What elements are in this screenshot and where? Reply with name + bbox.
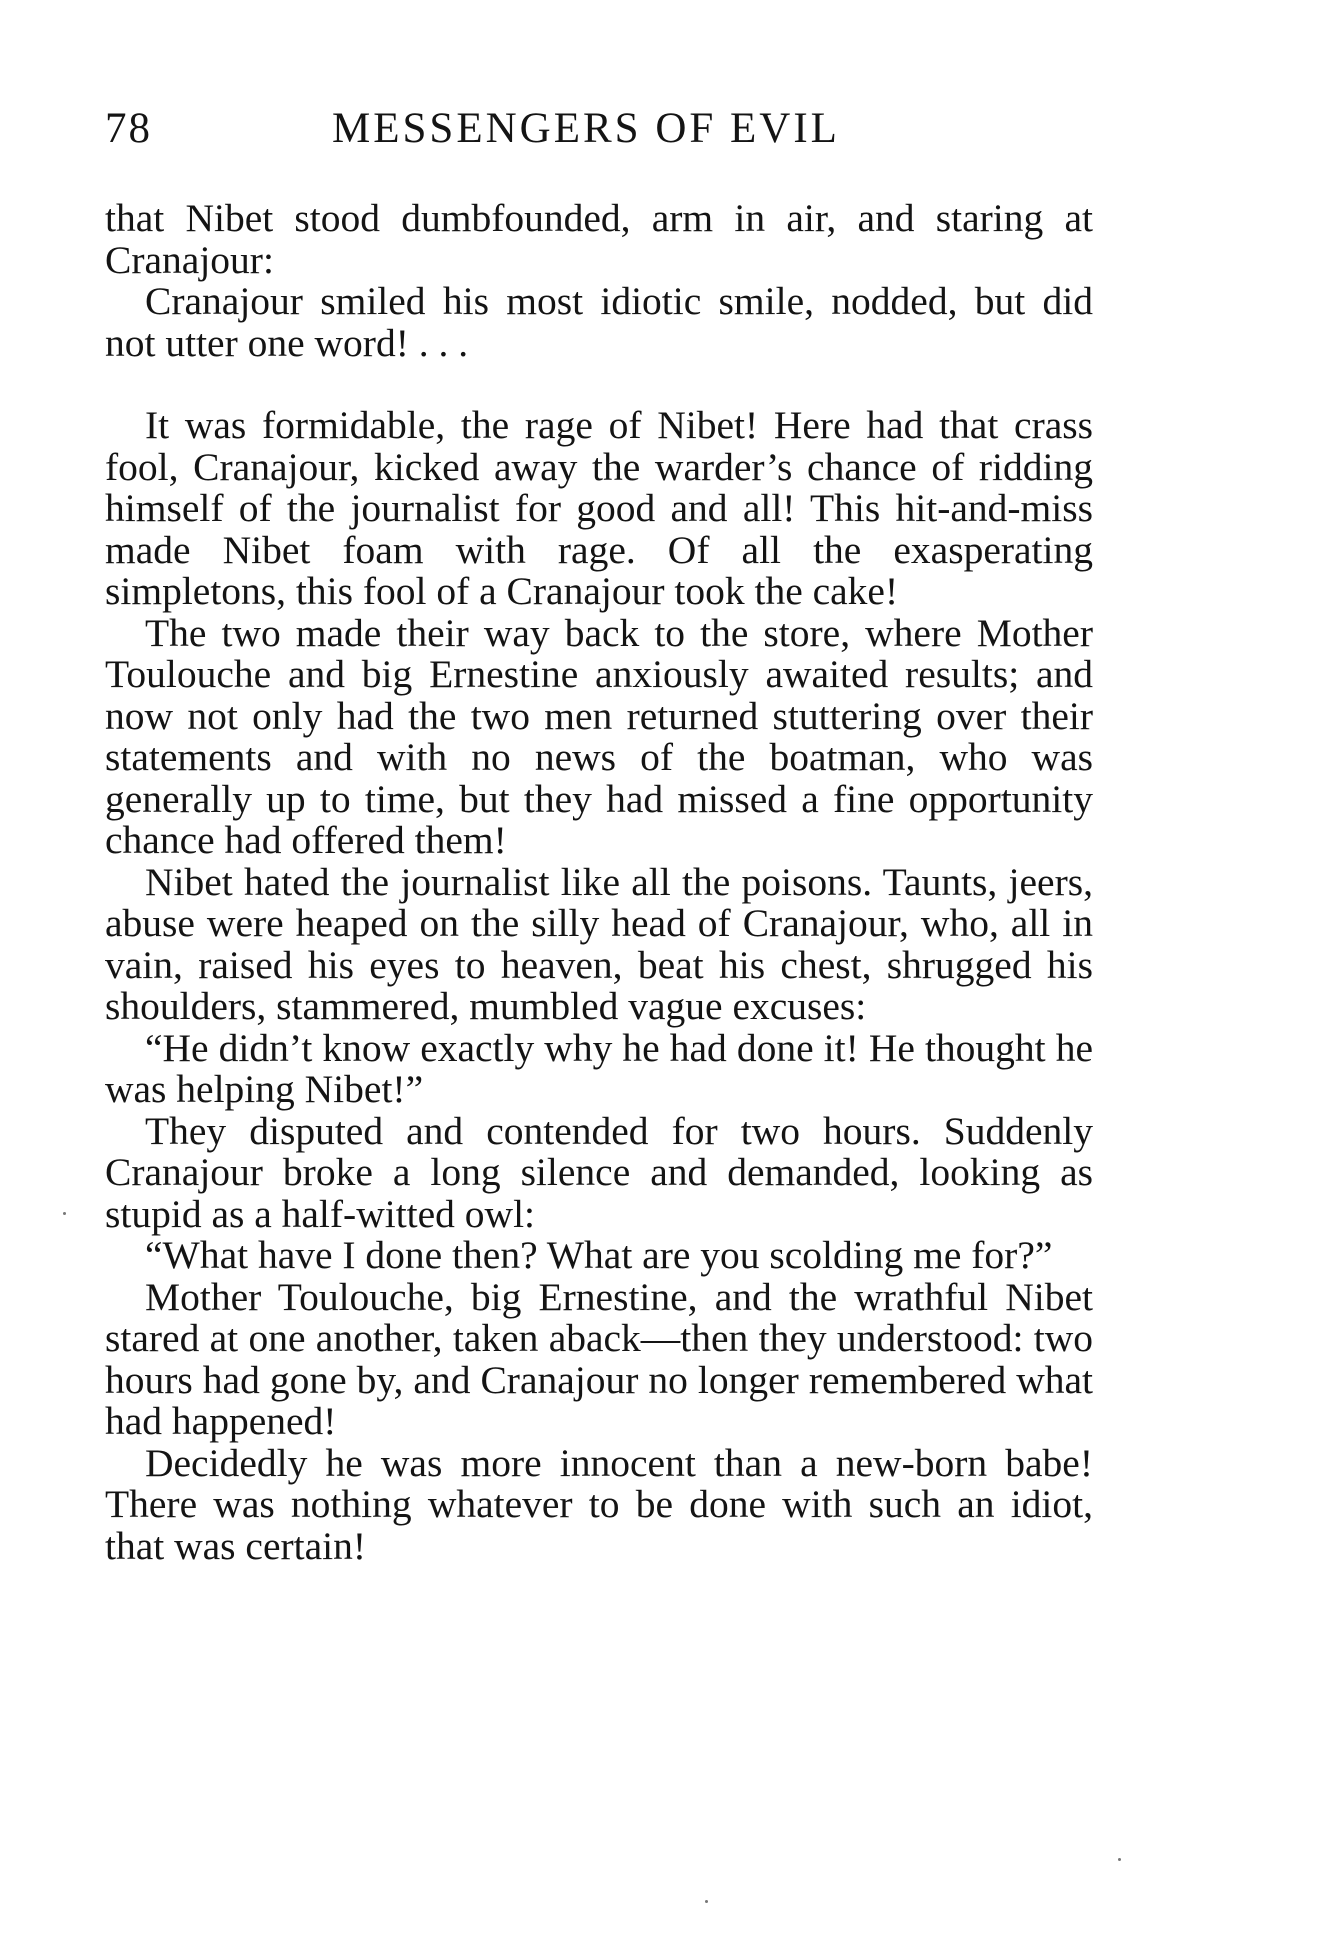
print-speck: [63, 1212, 66, 1215]
body-text: [105, 198, 1093, 1567]
paragraph: “What have I done then? What are you scolding me for?”: [145, 1233, 1053, 1277]
paragraph: that Nibet stood dumbfounded, arm in air, and staring at Cranajour:: [105, 196, 1093, 282]
running-head: [105, 104, 1095, 160]
paragraph: Nibet hated the journalist like all the poisons. Taunts, jeers, abuse were heaped on the silly head of Cranajour, who, all in vain, raised his eyes to heaven, beat his chest, shrugged his shoulders, stammered, mumbled vague excuses:: [105, 859, 1093, 1028]
print-speck: [705, 1900, 708, 1903]
paragraph: They disputed and contended for two hours. Suddenly Cranajour broke a long silence and demanded, looking as stupid as a half-witted owl:: [105, 1108, 1093, 1236]
paragraph: It was formidable, the rage of Nibet! Here had that crass fool, Cranajour, kicked away the warder’s chance of ridding himself of the journalist for good and all! This hit-and-miss made Nibet foam with rage. Of all the exasperating simpletons, this fool of a Cranajour took the cake!: [105, 403, 1093, 613]
paragraph: “He didn’t know exactly why he had done it! He thought he was helping Nibet!”: [105, 1025, 1093, 1111]
running-title: MESSENGERS OF EVIL: [332, 105, 840, 152]
page-number: 78: [105, 105, 152, 152]
paragraph: Mother Toulouche, big Ernestine, and the wrathful Nibet stared at one another, taken aback—then they understood: two hours had gone by, and Cranajour no longer remembered what had happened!: [105, 1274, 1093, 1443]
paragraph: Cranajour smiled his most idiotic smile, nodded, but did not utter one word! . . .: [105, 279, 1093, 365]
print-speck: [1118, 1858, 1121, 1861]
paragraph: The two made their way back to the store, where Mother Toulouche and big Ernestine anxiously awaited results; and now not only had the two men returned stuttering over their statements and with no news of the boatman, who was generally up to time, but they had missed a fine opportunity chance had offered them!: [105, 610, 1093, 862]
paragraph: Decidedly he was more innocent than a new-born babe! There was nothing whatever to be done with such an idiot, that was certain!: [105, 1440, 1093, 1568]
